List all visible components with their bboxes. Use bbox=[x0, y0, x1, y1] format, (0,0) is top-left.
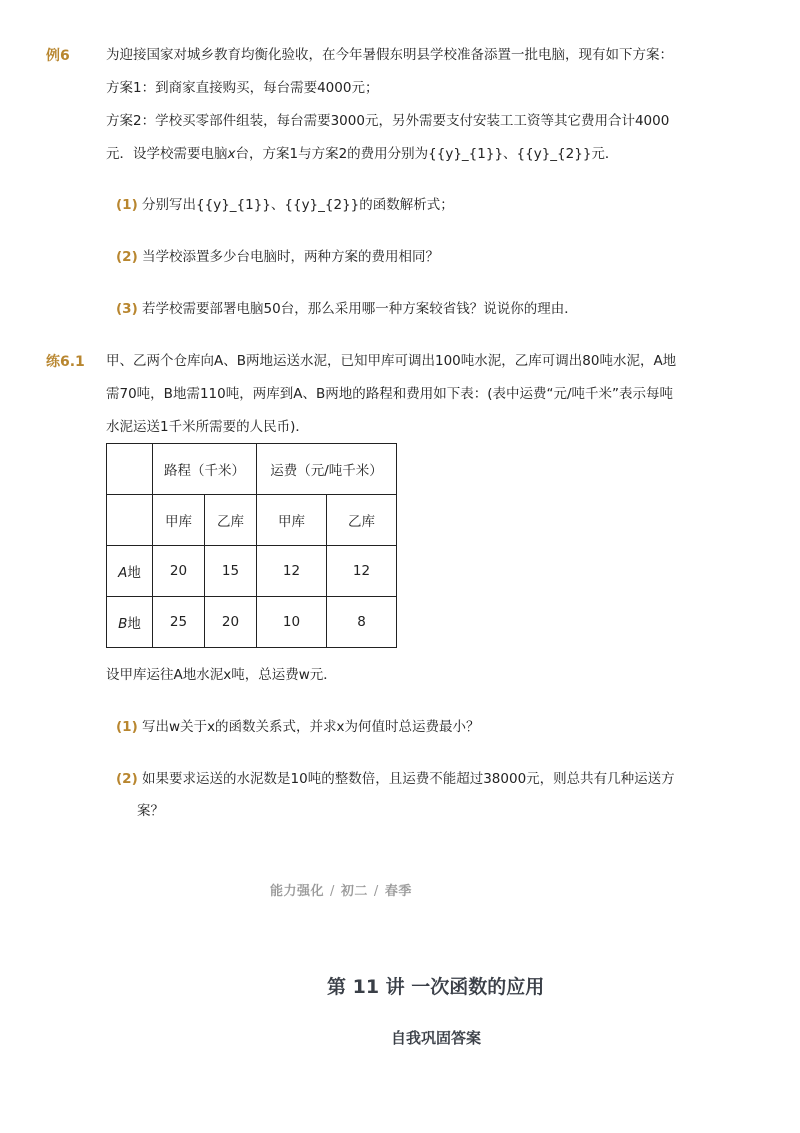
place-var: A bbox=[118, 565, 128, 581]
course-meta bbox=[270, 880, 412, 899]
course-category: 能力强化 bbox=[270, 884, 325, 899]
plan-2-text-a: 元．设学校需要电脑 bbox=[106, 146, 228, 162]
table-cell: 20 bbox=[205, 597, 257, 648]
table-cell: 8 bbox=[327, 597, 397, 648]
table-row bbox=[107, 546, 397, 597]
practice-6-1-question-2-continued: 案？ bbox=[137, 803, 164, 819]
subheader-cell: 乙库 bbox=[327, 495, 397, 546]
example-6-intro: 为迎接国家对城乡教育均衡化验收，在今年暑假东明县学校准备添置一批电脑，现有如下方案： bbox=[106, 47, 673, 63]
question-text: 如果要求运送的水泥数是10吨的整数倍，且运费不能超过38000元，则总共有几种运送方 bbox=[142, 771, 675, 787]
question-number: (1) bbox=[116, 719, 138, 735]
example-6-question-1 bbox=[116, 195, 454, 215]
question-text: 写出w关于x的函数关系式，并求x为何值时总运费最小？ bbox=[142, 719, 480, 735]
table-cell: 10 bbox=[257, 597, 327, 648]
question-number: (2) bbox=[116, 771, 138, 787]
question-text: 当学校添置多少台电脑时，两种方案的费用相同？ bbox=[142, 249, 440, 265]
practice-6-1-setup: 设甲库运往A地水泥x吨，总运费w元． bbox=[106, 667, 337, 683]
question-number: (2) bbox=[116, 249, 138, 265]
example-6-plan-2-line-1: 方案2：学校买零部件组装，每台需要3000元，另外需要支付安装工工资等其它费用合计4000 bbox=[106, 113, 670, 129]
place-var: B bbox=[118, 616, 128, 632]
practice-6-1-label: 练6.1 bbox=[46, 354, 85, 370]
question-number: (1) bbox=[116, 197, 138, 213]
row-place-cell bbox=[107, 597, 153, 648]
table-empty-cell bbox=[107, 495, 153, 546]
subheader-cell: 乙库 bbox=[205, 495, 257, 546]
table-row bbox=[107, 597, 397, 648]
row-place-cell bbox=[107, 546, 153, 597]
place-suffix: 地 bbox=[127, 565, 141, 581]
table-corner-cell bbox=[107, 444, 153, 495]
table-cell: 12 bbox=[257, 546, 327, 597]
example-6-question-2 bbox=[116, 247, 439, 267]
subheader-cell: 甲库 bbox=[153, 495, 205, 546]
course-grade: 初二 bbox=[340, 884, 368, 899]
practice-6-1-question-1 bbox=[116, 717, 480, 737]
table-cell: 20 bbox=[153, 546, 205, 597]
distance-cost-table bbox=[106, 443, 397, 648]
practice-6-1-line-2: 需70吨，B地需110吨，两库到A、B两地的路程和费用如下表：(表中运费“元/吨千米”表示每吨 bbox=[106, 386, 674, 402]
question-text: 若学校需要部署电脑50台，那么采用哪一种方案较省钱？说说你的理由． bbox=[142, 301, 578, 317]
table-cell: 12 bbox=[327, 546, 397, 597]
subheader-cell: 甲库 bbox=[257, 495, 327, 546]
place-suffix: 地 bbox=[127, 616, 141, 632]
header-cost: 运费（元/吨千米） bbox=[257, 444, 397, 495]
example-6-question-3 bbox=[116, 299, 578, 319]
plan-2-text-b: 台，方案1与方案2的费用分别为{{y}_{1}}、{{y}_{2}}元． bbox=[235, 146, 619, 162]
table-header-row bbox=[107, 444, 397, 495]
separator: / bbox=[330, 884, 335, 899]
example-6-plan-1: 方案1：到商家直接购买，每台需要4000元； bbox=[106, 80, 379, 96]
table-subheader-row bbox=[107, 495, 397, 546]
question-text: 分别写出{{y}_{1}}、{{y}_{2}}的函数解析式； bbox=[142, 197, 454, 213]
practice-6-1-line-1: 甲、乙两个仓库向A、B两地运送水泥，已知甲库可调出100吨水泥，乙库可调出80吨水泥，A地 bbox=[106, 353, 677, 369]
lecture-title: 第 11 讲 一次函数的应用 bbox=[327, 976, 545, 998]
question-number: (3) bbox=[116, 301, 138, 317]
lecture-subtitle: 自我巩固答案 bbox=[391, 1029, 482, 1047]
course-season: 春季 bbox=[384, 884, 412, 899]
practice-6-1-question-2 bbox=[116, 769, 675, 789]
example-6-plan-2-line-2 bbox=[106, 144, 618, 164]
table-cell: 25 bbox=[153, 597, 205, 648]
variable-x: x bbox=[227, 146, 236, 162]
separator: / bbox=[373, 884, 379, 899]
example-6-label: 例6 bbox=[46, 48, 70, 64]
table-cell: 15 bbox=[205, 546, 257, 597]
practice-6-1-line-3: 水泥运送1千米所需要的人民币)． bbox=[106, 419, 309, 435]
header-distance: 路程（千米） bbox=[153, 444, 257, 495]
